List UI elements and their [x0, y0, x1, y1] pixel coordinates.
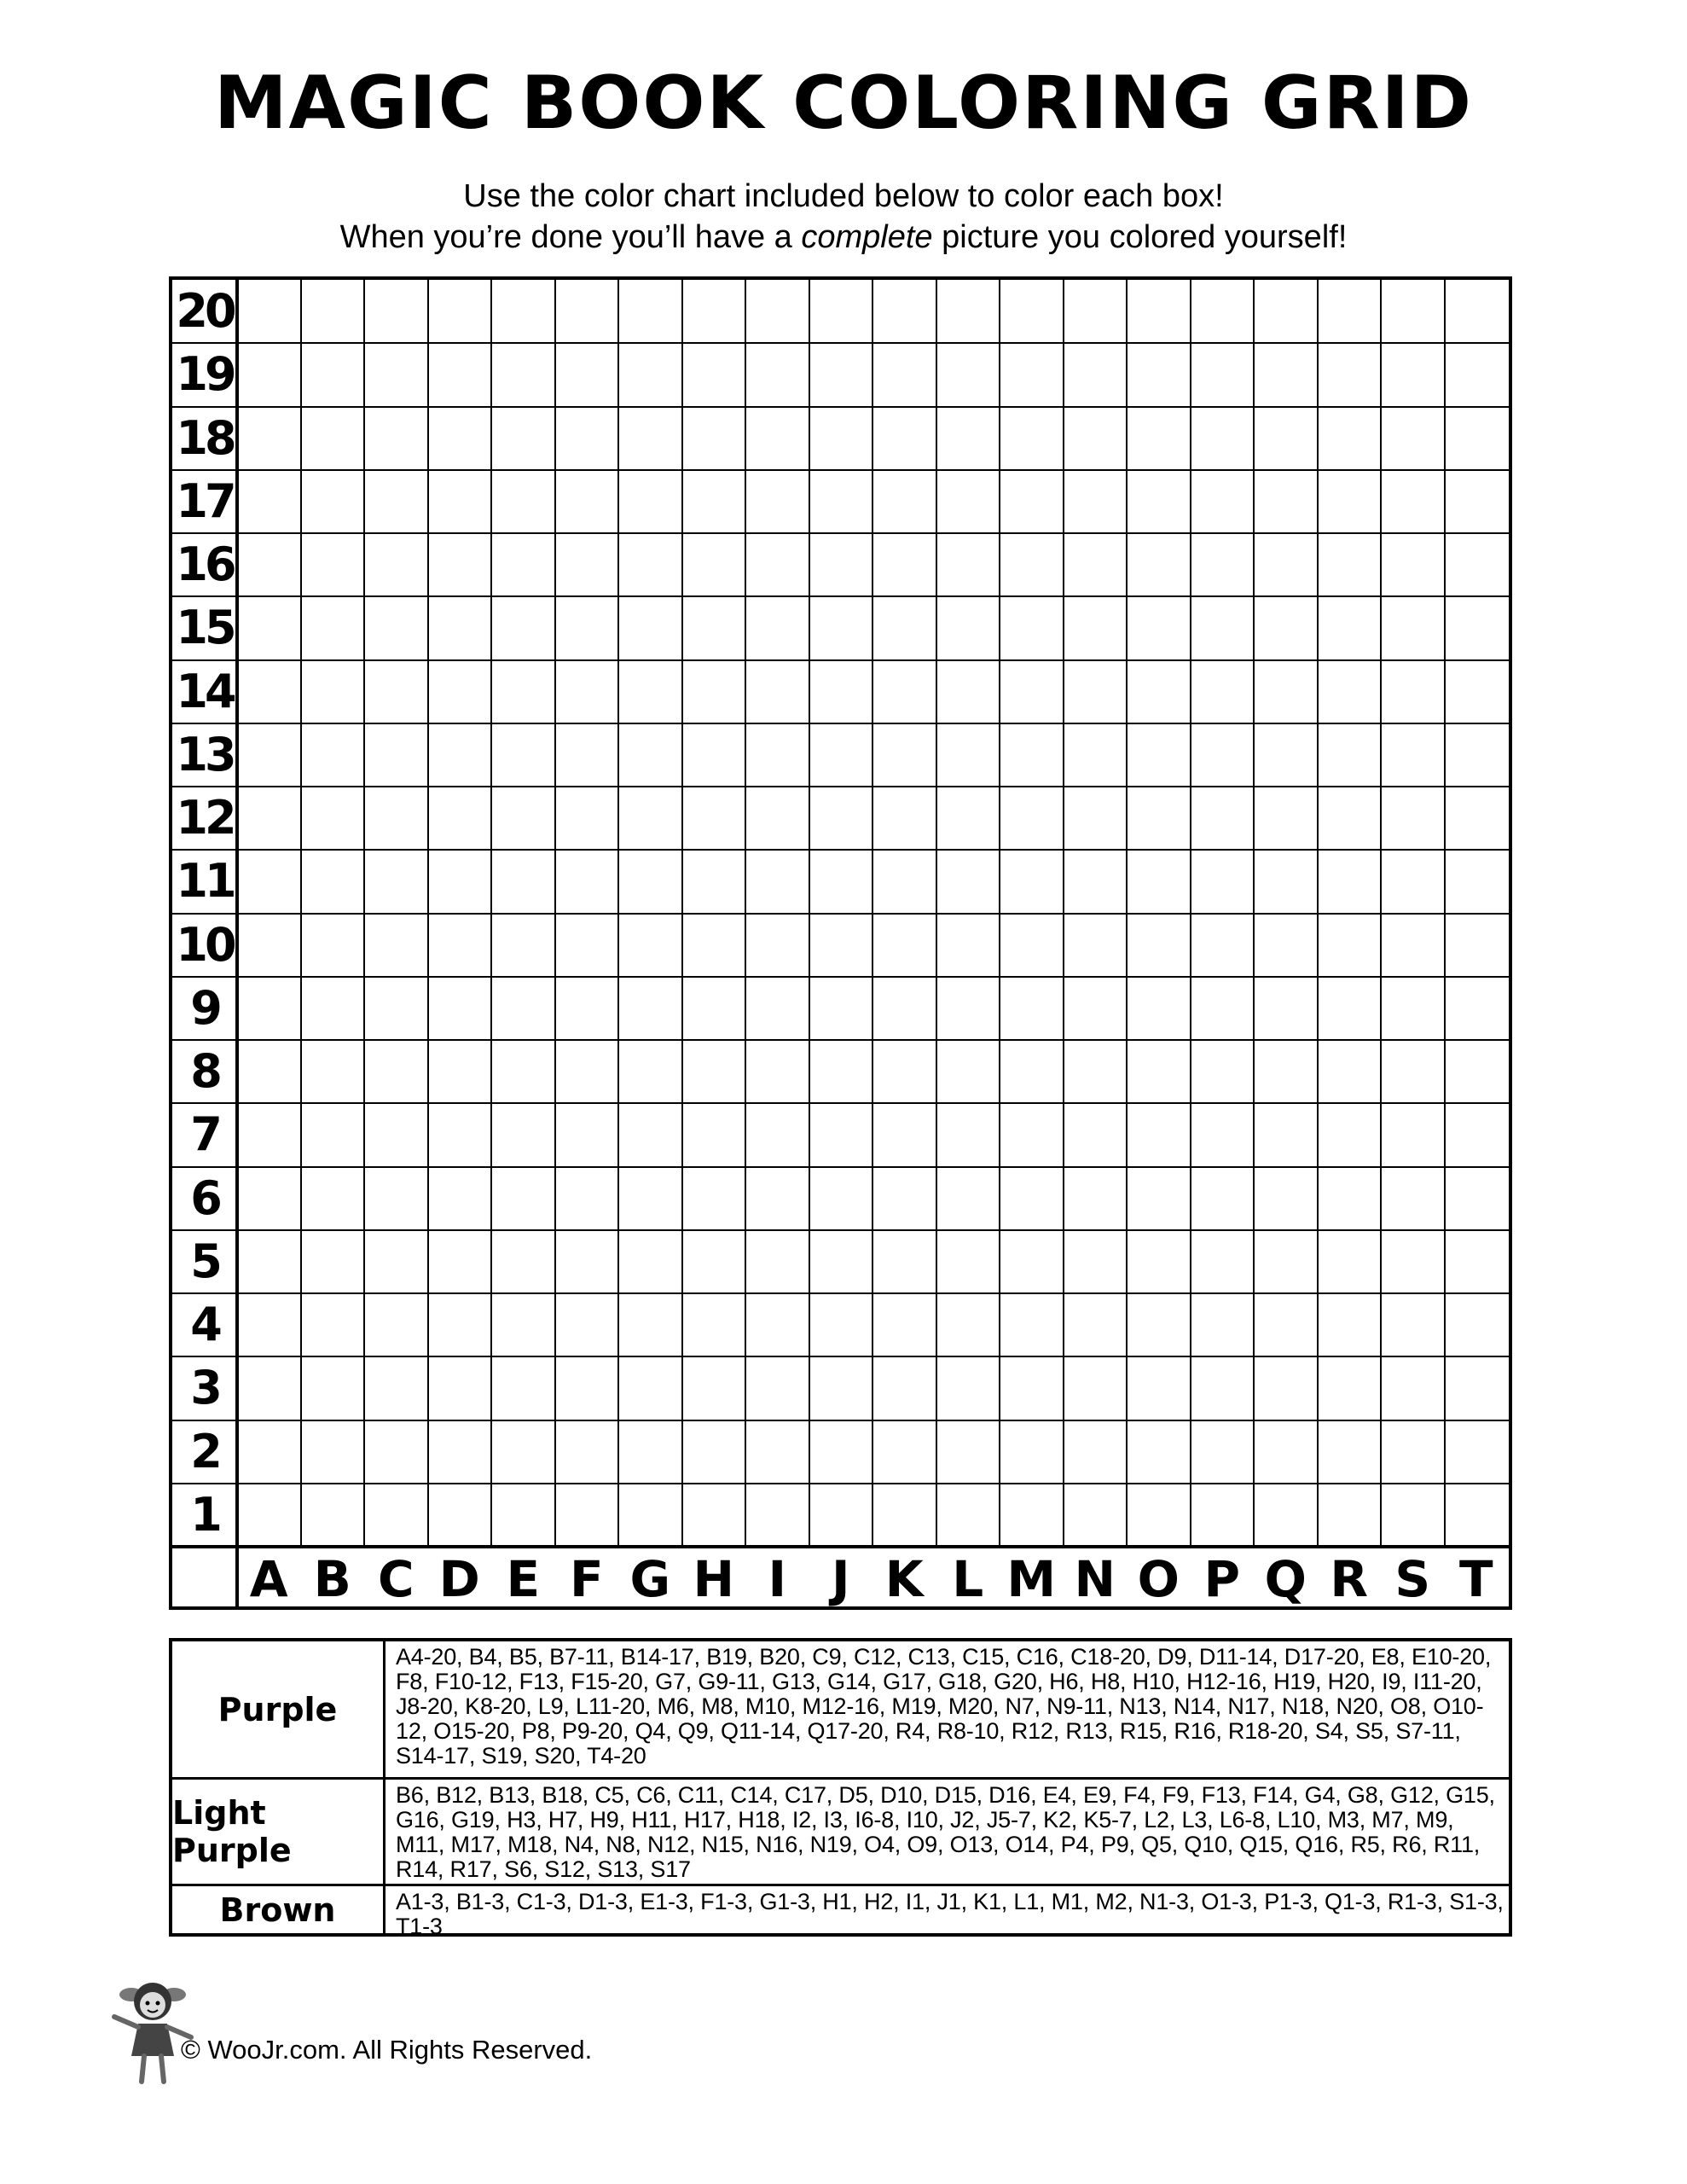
row-label: 2 [190, 1424, 219, 1478]
key-row-light-purple [172, 1780, 1509, 1886]
key-color-name: Brown [172, 1886, 386, 1933]
row-label: 5 [190, 1234, 219, 1288]
row-label: 19 [176, 347, 234, 402]
row-label: 4 [190, 1298, 219, 1351]
grid-hline [172, 1483, 1509, 1484]
key-color-name: Purple [172, 1641, 386, 1777]
column-label: O [1137, 1550, 1180, 1608]
grid-hline [172, 1356, 1509, 1357]
row-label: 11 [176, 854, 234, 909]
grid-hline [172, 469, 1509, 471]
column-label: G [629, 1550, 671, 1608]
instruction-text: picture you colored yourself! [932, 219, 1348, 255]
grid-hline [172, 849, 1509, 851]
grid-hline [172, 342, 1509, 344]
column-label: F [569, 1550, 604, 1608]
column-label: S [1394, 1550, 1431, 1608]
grid-hline [172, 913, 1509, 915]
key-color-name: Light Purple [172, 1780, 386, 1884]
column-label: N [1074, 1550, 1116, 1608]
instructions [0, 176, 1687, 258]
row-label: 13 [176, 727, 234, 781]
girl-mascot-icon [106, 1971, 200, 2090]
column-label: K [884, 1550, 924, 1608]
row-label: 17 [176, 473, 234, 528]
row-label: 14 [176, 664, 234, 718]
row-label: 8 [190, 1044, 219, 1098]
row-label: 18 [176, 410, 234, 465]
row-label: 9 [190, 980, 219, 1035]
instruction-line-2 [0, 217, 1687, 258]
grid-hline [172, 406, 1509, 408]
row-label: 3 [190, 1361, 219, 1415]
color-key-table [169, 1638, 1512, 1937]
column-label: M [1006, 1550, 1057, 1608]
column-label: B [313, 1550, 351, 1608]
grid-hline [172, 1166, 1509, 1168]
grid-hline [172, 1292, 1509, 1294]
grid-hline [172, 595, 1509, 597]
row-label: 10 [176, 917, 234, 972]
column-label: Q [1264, 1550, 1307, 1608]
grid-hline [172, 1229, 1509, 1231]
column-label: J [831, 1550, 850, 1608]
grid-hline [172, 1102, 1509, 1104]
column-label: H [693, 1550, 735, 1608]
column-label: A [249, 1550, 288, 1608]
grid-hline [172, 786, 1509, 787]
grid-hline [172, 659, 1509, 661]
column-label: P [1203, 1550, 1240, 1608]
grid-hline [172, 723, 1509, 724]
instruction-line-1: Use the color chart included below to color each box! [463, 178, 1224, 214]
column-label: I [768, 1550, 787, 1608]
key-cell-list: A1-3, B1-3, C1-3, D1-3, E1-3, F1-3, G1-3, H1, H2, I1, J1, K1, L1, M1, M2, N1-3, O1-3, P1-3, Q1-3, R1-3, S1-3, T1-3 [396, 1889, 1504, 1939]
column-label: D [438, 1550, 480, 1608]
row-label: 1 [190, 1487, 219, 1542]
column-label: L [952, 1550, 984, 1608]
instruction-emphasis: complete [801, 219, 933, 255]
grid-hline [172, 1039, 1509, 1041]
column-label: E [506, 1550, 541, 1608]
instruction-text: When you’re done you’ll have a [339, 219, 802, 255]
coloring-grid [169, 276, 1512, 1610]
column-label: C [377, 1550, 415, 1608]
row-label: 7 [190, 1107, 219, 1162]
row-label: 6 [190, 1170, 219, 1225]
key-cell-list: B6, B12, B13, B18, C5, C6, C11, C14, C17, D5, D10, D15, D16, E4, E9, F4, F9, F13, F14, G4, G8, G12, G15, G16, G19, H3, H7, H9, H11, H17, H18, I2, I3, I6-8, I10, J2, J5-7, K2, K5-7, L2, L3, L6-8, L10, M3, M7, M9, M11, M17, M18, N4, N8, N12, N15, N16, N19, O4, O9, O13, O14, P4, P9, Q5, Q10, Q15, Q16, R5, R6, R11, R14, R17, S6, S12, S13, S17 [396, 1782, 1495, 1882]
row-label: 12 [176, 791, 234, 845]
grid-hline [172, 1420, 1509, 1421]
key-cell-list: A4-20, B4, B5, B7-11, B14-17, B19, B20, C9, C12, C13, C15, C16, C18-20, D9, D11-14, D17-20, E8, E10-20, F8, F10-12, F13, F15-20, G7, G9-11, G13, G14, G17, G18, G20, H6, H8, H10, H12-16, H19, H20, I9, I11-20, J8-20, K8-20, L9, L11-20, M6, M8, M10, M12-16, M19, M20, N7, N9-11, N13, N14, N17, N18, N20, O8, O10-12, O15-20, P8, P9-20, Q4, Q9, Q11-14, Q17-20, R4, R8-10, R12, R13, R15, R16, R18-20, S4, S5, S7-11, S14-17, S19, S20, T4-20 [396, 1644, 1492, 1769]
key-row-brown [172, 1886, 1509, 1939]
row-label: 16 [176, 537, 234, 591]
column-label: R [1330, 1550, 1369, 1608]
key-row-purple [172, 1641, 1509, 1780]
column-label: T [1458, 1550, 1493, 1608]
row-label: 20 [176, 284, 234, 338]
copyright: © WooJr.com. All Rights Reserved. [181, 2035, 593, 2065]
grid-hline [172, 976, 1509, 978]
row-label: 15 [176, 601, 234, 655]
grid-hline [172, 532, 1509, 534]
page-title: MAGIC BOOK COLORING GRID [213, 61, 1474, 146]
